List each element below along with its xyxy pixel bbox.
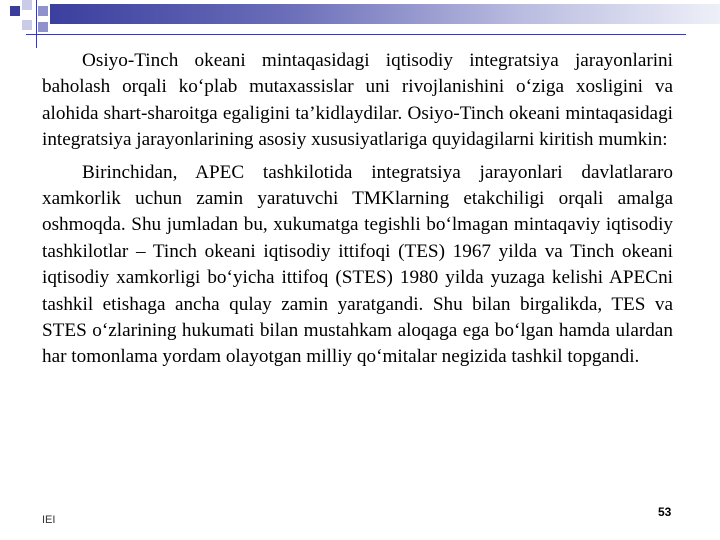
page-number: 53	[658, 505, 672, 519]
paragraph: Birinchidan, APEC tashkilotida integratsiya jarayonlari davlatlararo xamkorlik uchun zamin yaratuvchi TMKlarning etakchiligi orqali amalga oshmoqda. Shu jumladan bu, xukumatga tegishli bo‘lmagan mintaqaviy iqtisodiy tashkilotlar – Tinch okeani iqtisodiy ittifoqi (TES) 1967 yilda va Tinch okeani iqtisodiy xamkorligi bo‘yicha ittifoq (STES) 1980 yilda yuzaga kelishi APECni tashkil etishaga ancha qulay zamin yaratgandi. Shu bilan birgalikda, TES va STES o‘zlarining hukumati bilan mustahkam aloqaga ega bo‘lgan hamda ulardan har tomonlama yordam olayotgan milliy qo‘mitalar negizida tashkil topgandi.	[42, 161, 673, 368]
header-gradient-bar	[50, 4, 720, 24]
decor-square	[38, 6, 48, 16]
decor-square	[22, 20, 32, 30]
header-rule	[26, 34, 686, 35]
decor-square	[22, 0, 32, 10]
document-body	[42, 48, 673, 377]
footer-label: IEI	[42, 514, 56, 526]
paragraph: Osiyo-Tinch okeani mintaqasidagi iqtisodiy integratsiya jarayonlarini baholash orqali ko‘plab mutaxassislar uni rivojlanishini o‘ziga xosligini va alohida shart-sharoitga egaligini ta’kidlaydilar. Osiyo-Tinch okeani mintaqasidagi integratsiya jarayonlarining asosiy xususiyatlariga quyidagilarni kiritish mumkin:	[42, 50, 673, 151]
decor-square	[38, 22, 48, 32]
decor-square	[10, 6, 20, 16]
header-vertical-rule	[36, 0, 37, 48]
